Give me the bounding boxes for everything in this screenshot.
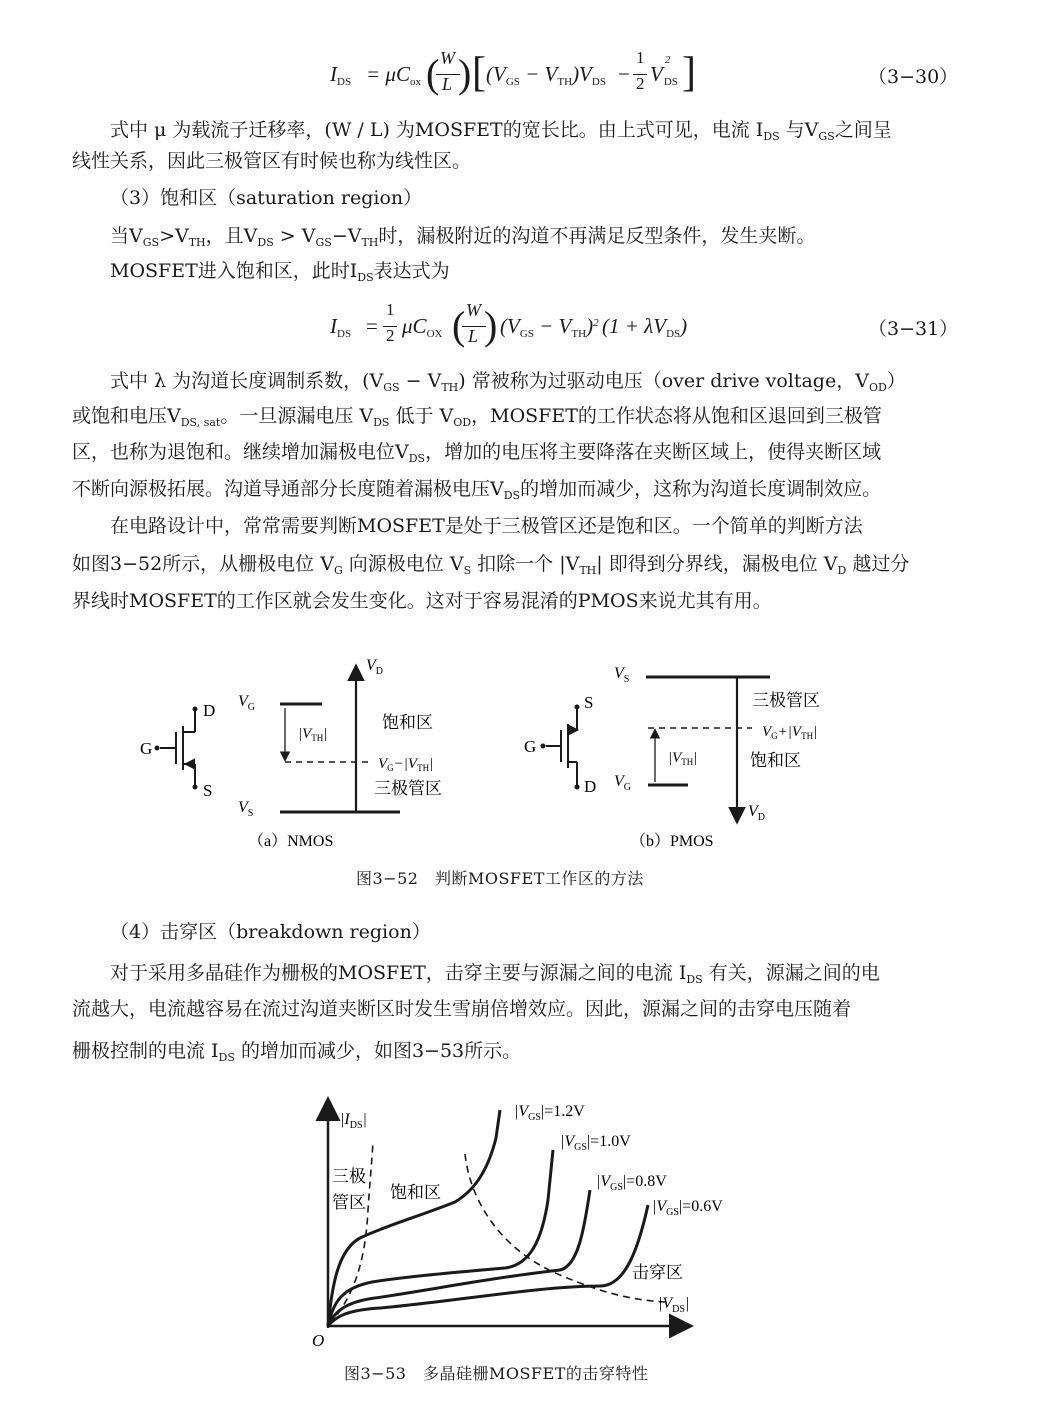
paragraph-lambda-line2: 或饱和电压$V_{DS, sat}$。一旦源漏电压 $V_{DS}$ 低于 $V_{OD}$，MOSFET的工作状态将从饱和区退回到三极管 (72, 405, 882, 429)
nmos-vth-label: $|V_{TH}|$ (298, 726, 328, 743)
pmos-vth-label: $|V_{TH}|$ (668, 750, 698, 767)
pmos-pin-s: S (584, 693, 594, 712)
paragraph-saturation-expression: MOSFET进入饱和区，此时$I_{DS}$表达式为 (110, 260, 450, 284)
figure-3-52 (0, 640, 1051, 900)
pmos-sat-label: 饱和区 (750, 751, 801, 770)
equation-3-31: $I_{DS}$ = 1 2 $\mu C_{OX}$ ( W L ) $(V_{GS} - V_{TH})^2$ $(1 + \lambda V_{DS})$ (330, 300, 688, 348)
figure-3-53-caption: 图3−53 多晶硅栅MOSFET的击穿特性 (344, 1364, 649, 1383)
paragraph-lambda-line1: 式中 λ 为沟道长度调制系数，$(V_{GS} - V_{TH})$ 常被称为过驱动电压（over drive voltage，$V_{OD}$） (110, 370, 906, 394)
section-heading-saturation: （3）饱和区（saturation region） (110, 187, 423, 209)
pmos-vd-label: $V_D$ (748, 803, 766, 823)
curve-label-0-6v: $|V_{GS}|=0.6V$ (652, 1198, 723, 1218)
figure-3-52-caption: 图3−52 判断MOSFET工作区的方法 (356, 869, 644, 888)
nmos-drain-node (193, 707, 198, 712)
paragraph-lambda-line4: 不断向源极拓展。沟道导通部分长度随着漏极电压$V_{DS}$的增加而减少，这称为沟道长度调制效应。 (72, 478, 882, 502)
pmos-pin-d: D (584, 777, 597, 796)
x-axis-label: $|V_{DS}|$ (658, 1295, 690, 1315)
curve-label-1-2v: $|V_{GS}|=1.2V$ (514, 1103, 585, 1123)
paragraph-lambda-line3: 区，也称为退饱和。继续增加漏极电位$V_{DS}$，增加的电压将主要降落在夹断区域上，使得夹断区域 (72, 441, 882, 465)
pmos-vg-label: $V_G$ (614, 773, 632, 793)
pmos-triode-label: 三极管区 (752, 691, 820, 710)
curve-label-1-0v: $|V_{GS}|=1.0V$ (560, 1133, 631, 1153)
nmos-triode-label: 三极管区 (374, 779, 442, 798)
nmos-vd-label: $V_D$ (366, 657, 384, 677)
figure-3-53 (0, 1090, 1051, 1360)
nmos-transistor-symbol (160, 710, 195, 786)
nmos-pin-g: G (140, 739, 153, 758)
nmos-boundary-label: $V_G-|V_{TH}|$ (378, 756, 434, 773)
triode-label-2: 管区 (332, 1193, 366, 1212)
pmos-caption: （b）PMOS (630, 833, 714, 850)
curve-vgs-1-2v (328, 1110, 500, 1326)
pmos-gate-node (541, 744, 546, 749)
equation-number-3-31: （3−31） (868, 318, 959, 340)
pmos-vs-label: $V_S$ (614, 665, 630, 685)
pmos-boundary-label: $V_G+|V_{TH}|$ (762, 724, 818, 741)
nmos-vs-label: $V_S$ (238, 799, 254, 819)
origin-label: O (312, 1331, 325, 1350)
saturation-label: 饱和区 (390, 1183, 441, 1202)
pmos-transistor-symbol (546, 708, 577, 786)
curve-label-0-8v: $|V_{GS}|=0.8V$ (596, 1173, 667, 1193)
nmos-gate-node (155, 746, 160, 751)
paragraph-breakdown-line2: 流越大，电流越容易在流过沟道夹断区时发生雪崩倍增效应。因此，源漏之间的击穿电压随着 (72, 998, 852, 1020)
paragraph-method-line3: 界线时MOSFET的工作区就会发生变化。这对于容易混淆的PMOS来说尤其有用。 (72, 590, 772, 612)
paragraph-saturation-condition: 当$V_{GS}>V_{TH}$，且$V_{DS} > V_{GS}-V_{TH}$时，漏极附近的沟道不再满足反型条件，发生夹断。 (110, 225, 816, 249)
paragraph-mobility: 式中 μ 为载流子迁移率，(W / L) 为MOSFET的宽长比。由上式可见，电流 $I_{DS}$ 与$V_{GS}$之间呈 (110, 119, 892, 143)
paragraph-breakdown-line1: 对于采用多晶硅作为栅极的MOSFET，击穿主要与源漏之间的电流 $I_{DS}$ 有关，源漏之间的电 (110, 962, 880, 986)
triode-label-1: 三极 (332, 1167, 366, 1186)
curve-vgs-0-6v (328, 1205, 648, 1326)
pmos-pin-g: G (524, 737, 537, 756)
paragraph-method-line2: 如图3−52所示，从栅极电位 $V_G$ 向源极电位 $V_S$ 扣除一个 $|V_{TH}|$ 即得到分界线，漏极电位 $V_D$ 越过分 (72, 553, 910, 577)
pmos-source-node (575, 705, 580, 710)
paragraph-mobility-line2: 线性关系，因此三极管区有时候也称为线性区。 (72, 150, 472, 172)
paragraph-breakdown-line3: 栅极控制的电流 $I_{DS}$ 的增加而减少，如图3−53所示。 (72, 1040, 522, 1064)
pmos-drain-node (575, 785, 580, 790)
paragraph-method-line1: 在电路设计中，常常需要判断MOSFET是处于三极管区还是饱和区。一个简单的判断方法 (110, 515, 863, 537)
y-axis-label: $|I_{DS}|$ (340, 1111, 367, 1131)
equation-3-30: $I_{DS}$ = $\mu C_{ox}$ ( W L ) [ $(V_{GS} - V_{TH})V_{DS}$ − 1 2 V 2 $_{DS}$ ] (330, 48, 696, 96)
breakdown-label: 击穿区 (632, 1263, 683, 1282)
nmos-caption: （a）NMOS (248, 833, 334, 850)
nmos-pin-s: S (203, 781, 213, 800)
equation-number-3-30: （3−30） (868, 66, 959, 88)
section-heading-breakdown: （4）击穿区（breakdown region） (110, 921, 431, 943)
nmos-vg-label: $V_G$ (238, 693, 256, 713)
nmos-pin-d: D (203, 701, 216, 720)
nmos-source-node (193, 785, 198, 790)
nmos-sat-label: 饱和区 (382, 713, 433, 732)
